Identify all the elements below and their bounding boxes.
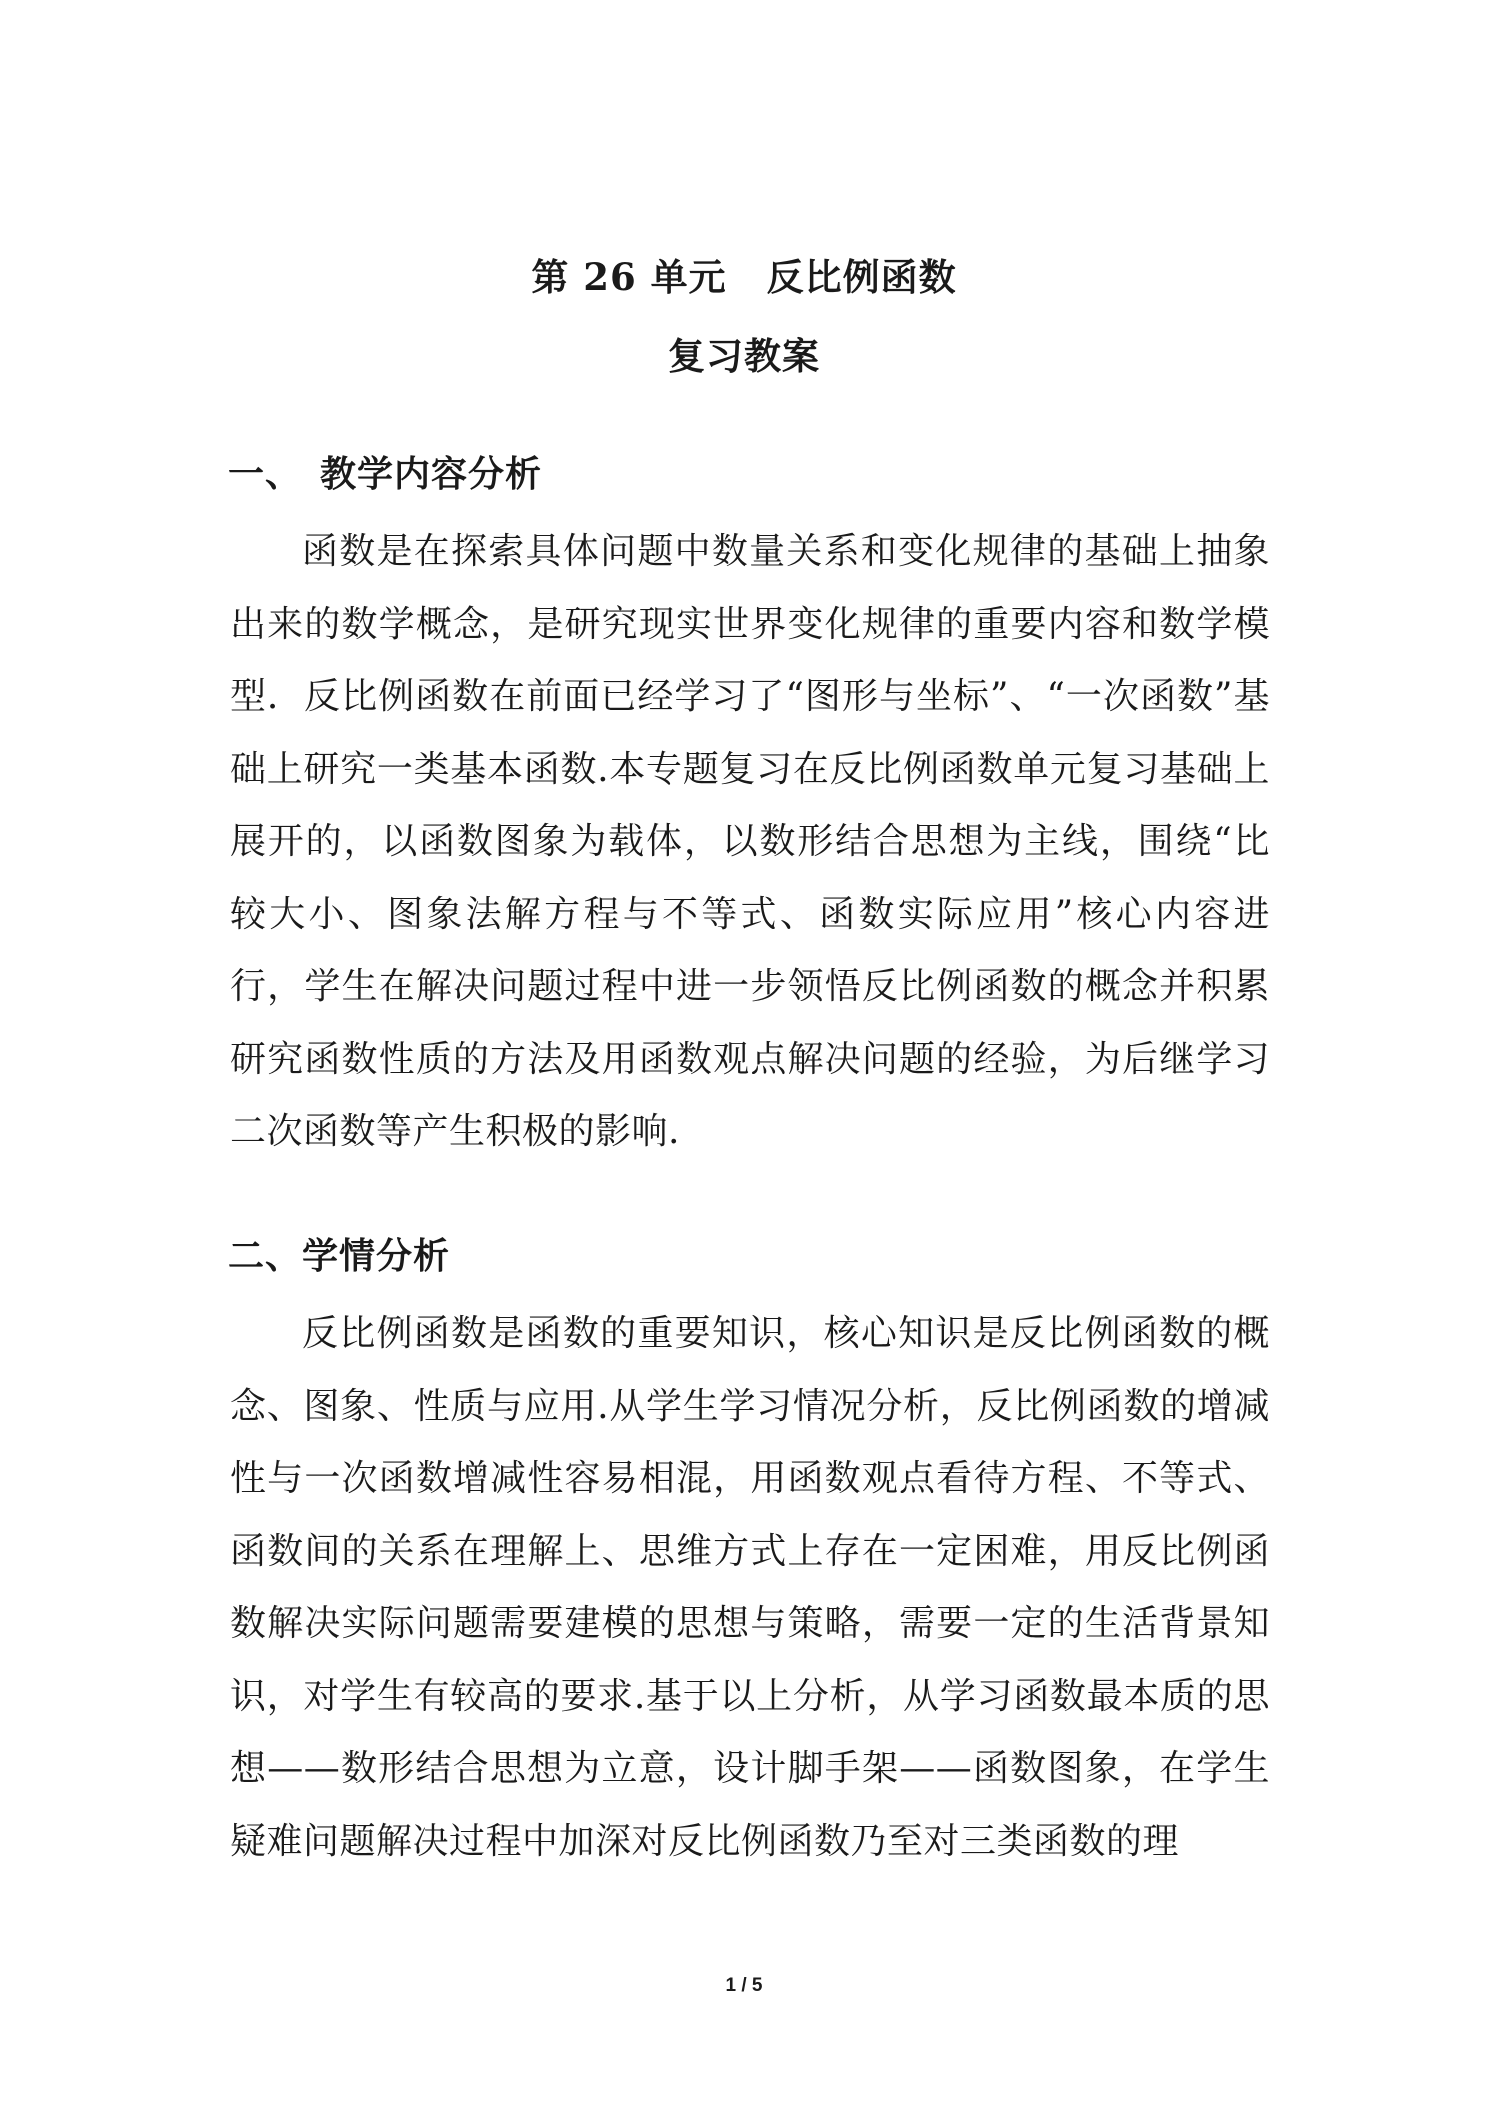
document-subtitle: 复习教案 (668, 334, 820, 378)
title-topic: 反比例函数 (766, 255, 957, 299)
section-title: 学情分析 (302, 1235, 451, 1277)
document-title (0, 247, 1488, 301)
section-paragraph-1: 函数是在探索具体问题中数量关系和变化规律的基础上抽象出来的数学概念，是研究现实世界变化规律的重要内容和数学模型．反比例函数在前面已经学习了“图形与坐标”、“一次函数”基础上研究一类基本函数.本专题复习在反比例函数单元复习基础上展开的，以函数图象为载体，以数形结合思想为主线，围绕“比较大小、图象法解方程与不等式、函数实际应用”核心内容进行，学生在解决问题过程中进一步领悟反比例函数的概念并积累研究函数性质的方法及用函数观点解决问题的经验，为后继学习二次函数等产生积极的影响. (230, 531, 1270, 1152)
title-unit: 第 26 单元 (531, 255, 727, 299)
section-number: 二、 (228, 1235, 303, 1277)
section-heading-1 (228, 446, 542, 497)
section-paragraph-2: 反比例函数是函数的重要知识，核心知识是反比例函数的概念、图象、性质与应用.从学生学习情况分析，反比例函数的增减性与一次函数增减性容易相混，用函数观点看待方程、不等式、函数间的关系在理解上、思维方式上存在一定困难，用反比例函数解决实际问题需要建模的思想与策略，需要一定的生活背景知识，对学生有较高的要求.基于以上分析，从学习函数最本质的思想——数形结合思想为立意，设计脚手架——函数图象，在学生疑难问题解决过程中加深对反比例函数乃至对三类函数的理 (230, 1313, 1270, 1862)
page-number: 1 / 5 (725, 1975, 763, 1996)
section-heading-2 (228, 1228, 450, 1279)
section-number: 一、 (228, 453, 303, 495)
section-title: 教学内容分析 (320, 453, 543, 495)
